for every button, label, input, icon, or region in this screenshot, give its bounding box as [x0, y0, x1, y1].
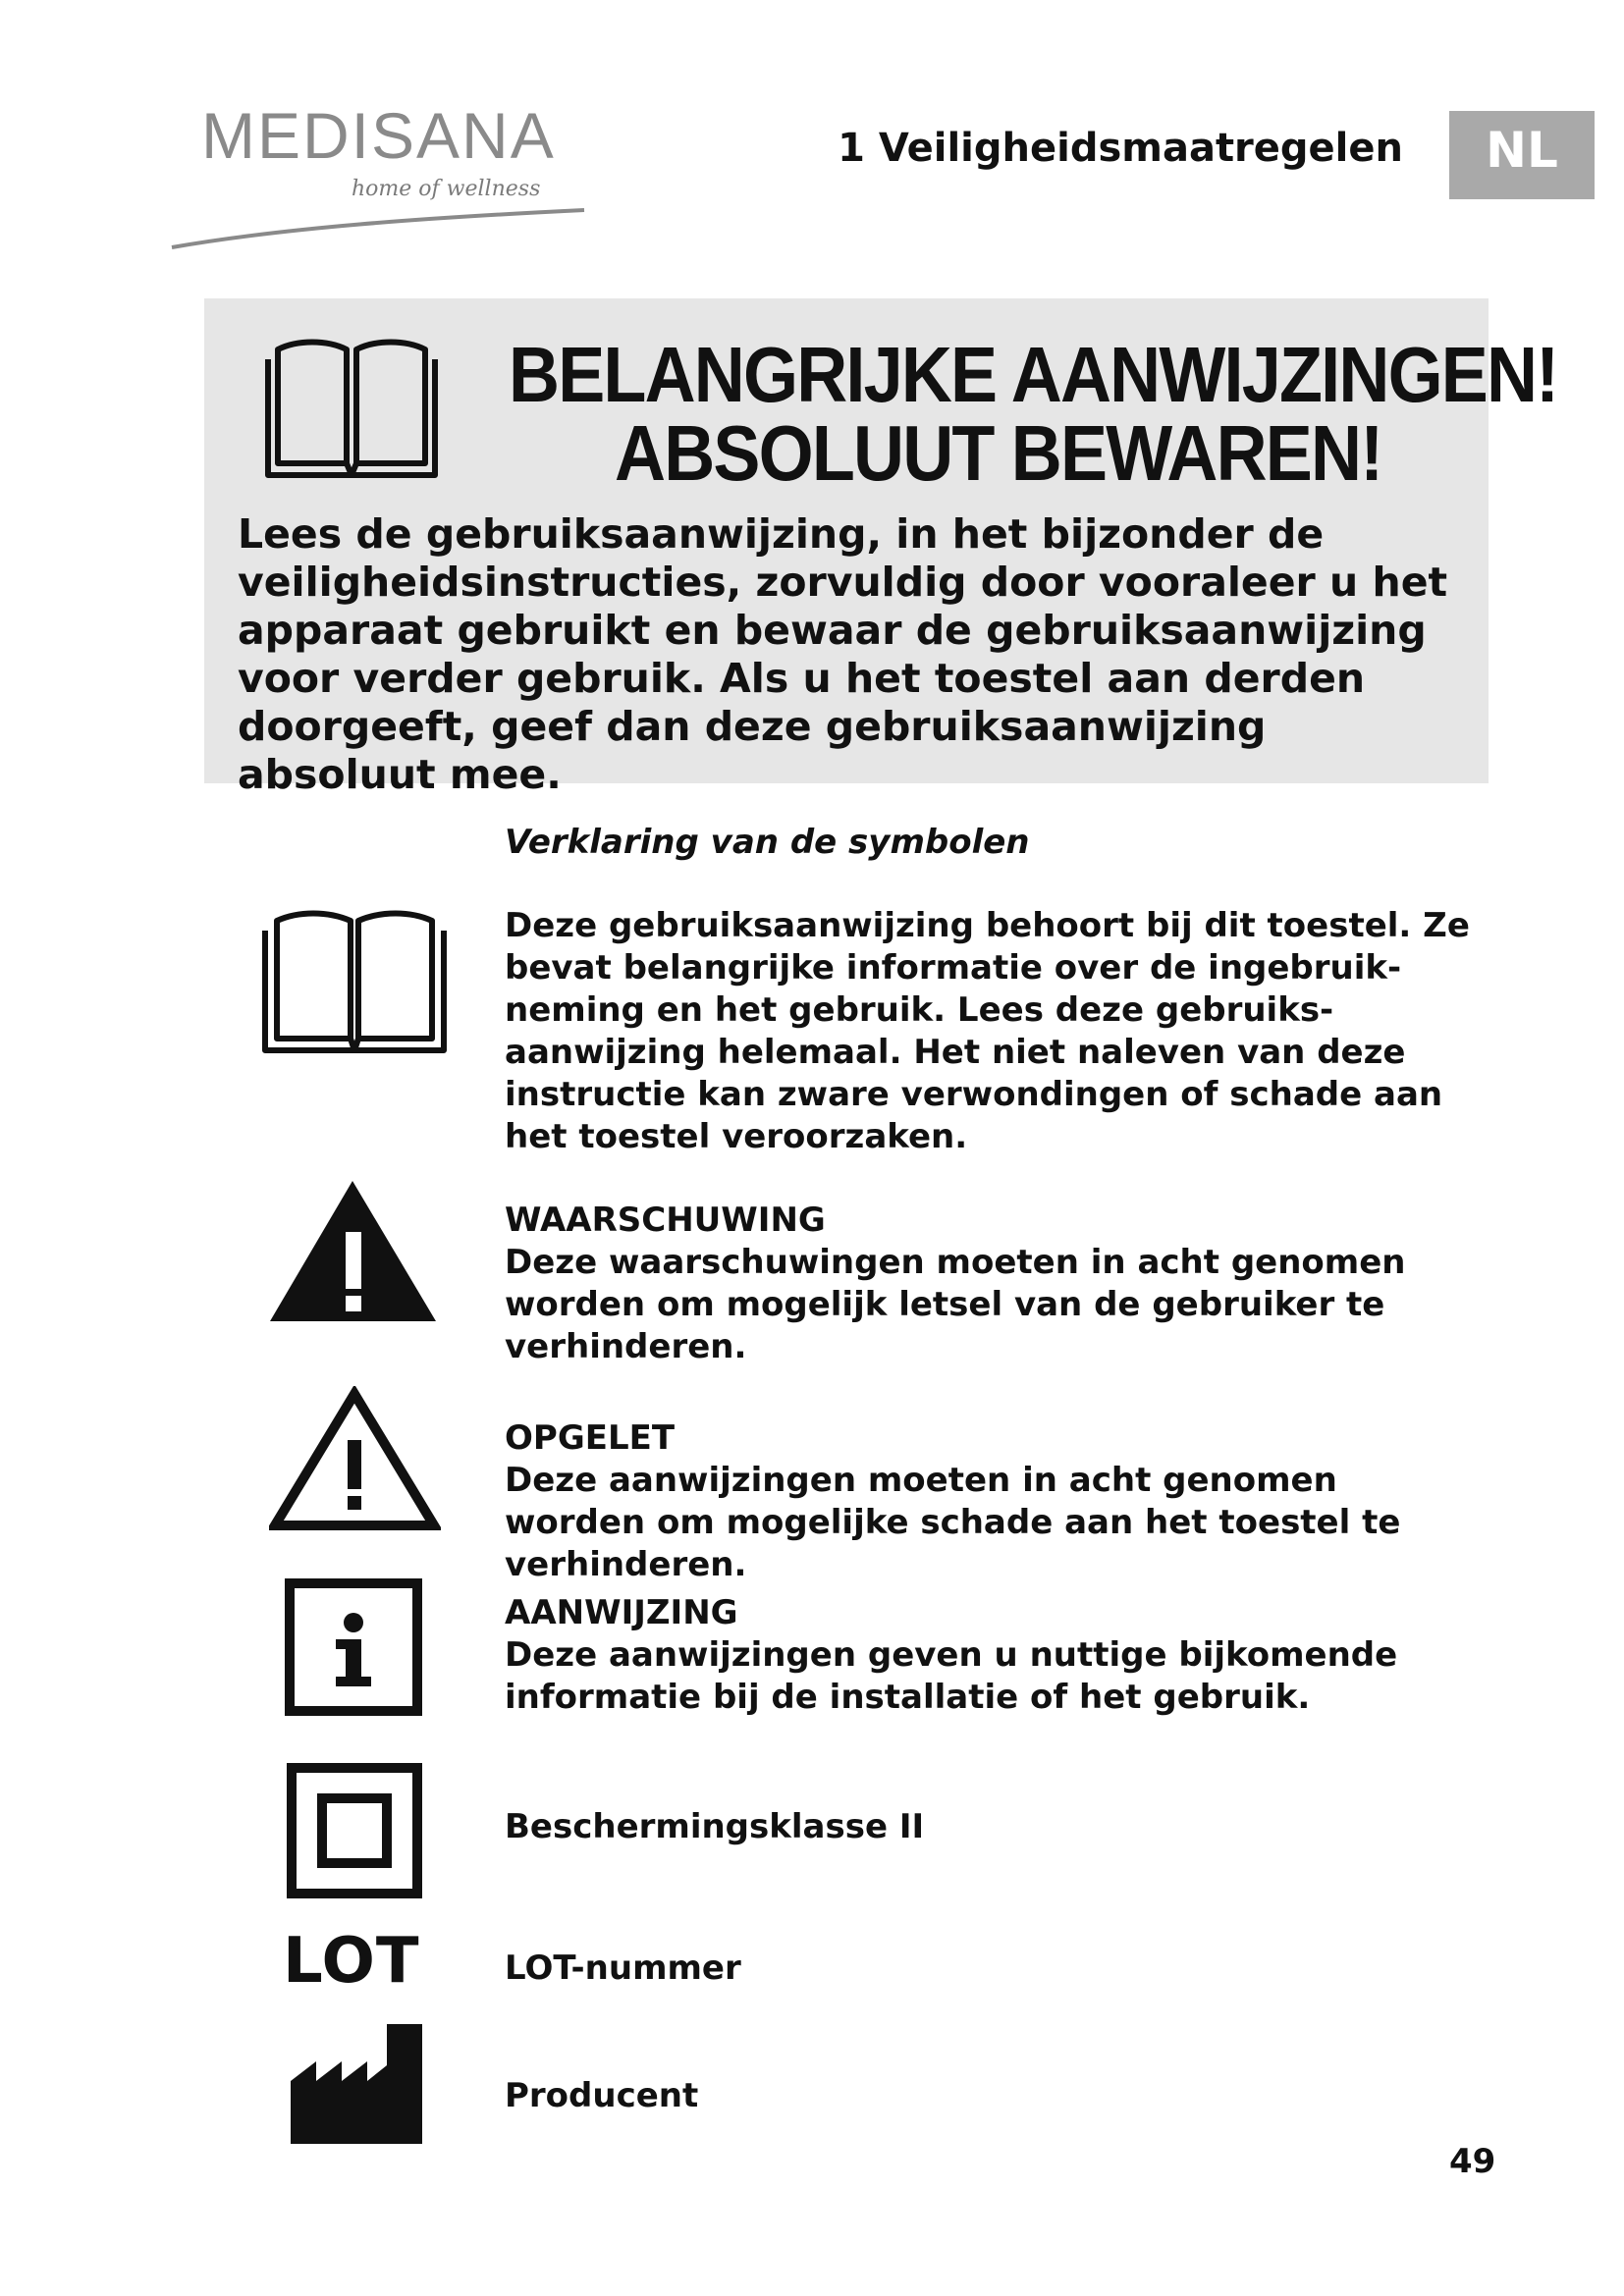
- language-badge: NL: [1449, 111, 1595, 199]
- symbol-title: OPGELET: [505, 1418, 676, 1458]
- important-notice-box: [204, 298, 1558, 798]
- manual-book-icon: [258, 328, 445, 485]
- logo-wordmark: MEDISANA: [201, 99, 556, 172]
- symbol-desc: Deze aanwijzingen geven u nuttige bijkomende informatie bij de installatie of het gebruik.: [505, 1635, 1398, 1717]
- manual-book-icon: [257, 901, 454, 1058]
- lot-icon: LOT: [283, 1925, 420, 1998]
- symbol-text-protection-class: [505, 1806, 1487, 1848]
- symbol-title: AANWIJZING: [505, 1593, 738, 1632]
- important-title-line2: ABSOLUUT BEWAREN!: [615, 409, 1382, 497]
- symbol-desc: Beschermingsklasse II: [505, 1807, 925, 1846]
- section-title: 1 Veiligheidsmaatregelen: [838, 126, 1403, 171]
- symbol-text-caution: [505, 1417, 1487, 1586]
- symbols-heading: Verklaring van de symbolen: [505, 823, 1030, 862]
- logo-tagline: home of wellness: [352, 177, 541, 201]
- symbol-text-info: [505, 1592, 1487, 1719]
- warning-filled-icon: [267, 1178, 439, 1325]
- symbol-desc: Producent: [505, 2076, 699, 2115]
- protection-class-icon: [287, 1763, 422, 1898]
- symbol-desc: Deze aanwijzingen moeten in acht genomen worden om mogelijke schade aan het toestel te verhinderen.: [505, 1461, 1401, 1584]
- important-title-line1: BELANGRIJKE AANWIJZINGEN!: [509, 331, 1558, 418]
- logo-swoosh: [167, 196, 589, 255]
- info-icon: [285, 1578, 422, 1716]
- page-number: 49: [1449, 2142, 1496, 2181]
- symbol-text-manufacturer: [505, 2075, 1487, 2117]
- medisana-logo: [167, 99, 599, 250]
- symbol-text-lot: [505, 1948, 1487, 1990]
- symbol-desc: LOT-nummer: [505, 1949, 741, 1988]
- symbol-title: WAARSCHUWING: [505, 1201, 826, 1240]
- symbol-text-warning: [505, 1200, 1487, 1368]
- important-body-text: Lees de gebruiksaanwijzing, in het bijzonder de veiligheidsinstructies, zorvuldig door vooraleer u het apparaat gebruikt en bewaar de gebruiksaanwijzing voor verder gebruik. Als u het toestel aan derden doorgeeft, geef dan deze gebruiksaanwijzing absoluut mee.: [238, 510, 1448, 798]
- symbol-text-manual: [505, 905, 1487, 1158]
- symbol-desc: Deze gebruiksaanwijzing behoort bij dit toestel. Ze bevat belangrijke informatie over de ingebruik-neming en het gebruik. Lees deze gebruiks-aanwijzing helemaal. Het niet naleven van deze instructie kan zware verwondingen of schade aan het toestel veroorzaken.: [505, 906, 1470, 1156]
- caution-outline-icon: [269, 1386, 441, 1533]
- manufacturer-icon: [289, 2022, 426, 2144]
- symbol-desc: Deze waarschuwingen moeten in acht genomen worden om mogelijk letsel van de gebruiker te verhinderen.: [505, 1243, 1406, 1366]
